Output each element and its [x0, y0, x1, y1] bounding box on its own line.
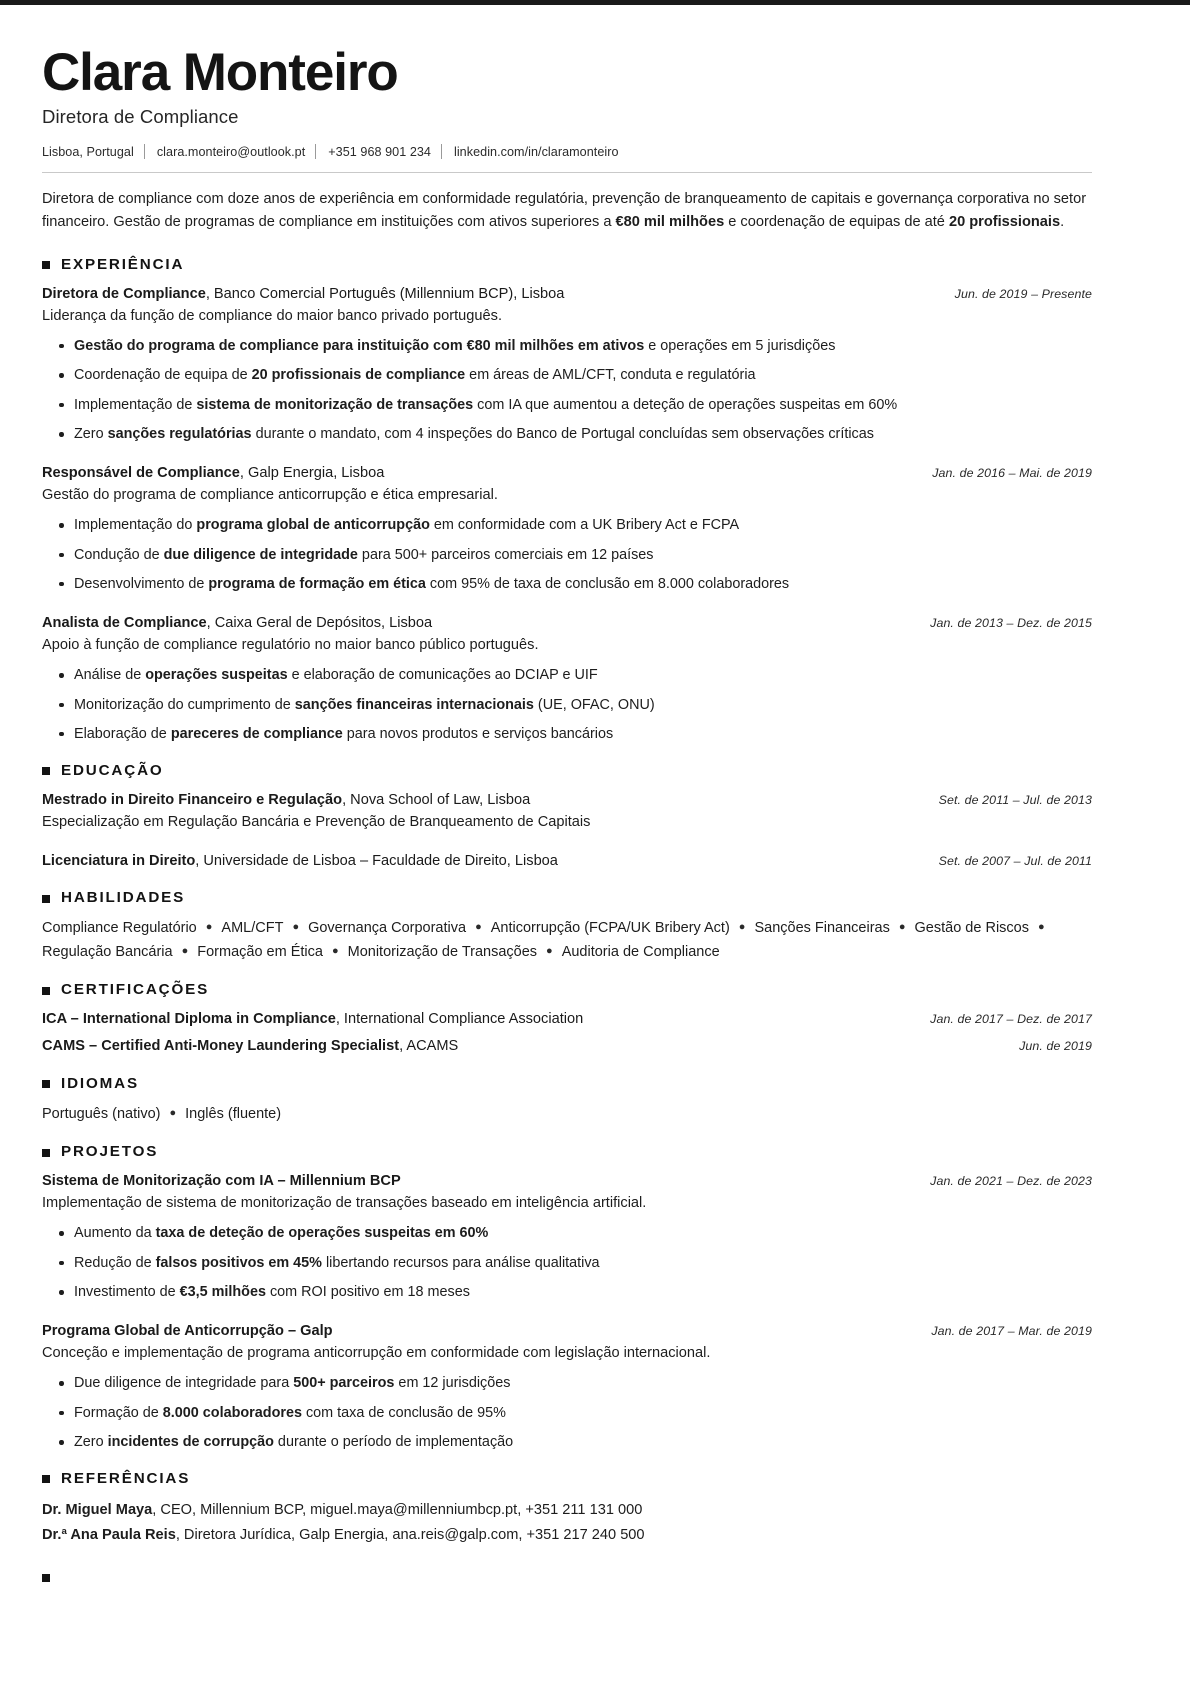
bullet-bold: 8.000 colaboradores: [162, 1404, 302, 1421]
entry-header-row: [42, 1036, 1092, 1057]
contact-location: Lisboa, Portugal: [42, 144, 134, 159]
summary-text-1: Diretora de compliance com doze anos de experiência em conformidade regulatória, prevenção de branqueamento de capitais e governança corporativa no setor financeiro. Gestão de programas de compliance em instituições com ativos superiores a: [42, 191, 1087, 230]
bullet-bold: programa global de anticorrupção: [196, 517, 430, 534]
bullet-text: Formação de: [74, 1404, 163, 1421]
job-bullet-list: [42, 336, 1092, 445]
bullet-bold: Gestão do programa de compliance para instituição com €80 mil milhões em ativos: [74, 337, 645, 354]
square-bullet-icon: [42, 987, 50, 995]
section-heading-label: HABILIDADES: [61, 889, 186, 907]
certification-date: Jun. de 2019: [1019, 1039, 1092, 1054]
education-entry: [42, 851, 1092, 872]
bullet-bold: taxa de deteção de operações suspeitas em 60%: [155, 1225, 489, 1242]
reference-name: Dr. Miguel Maya: [42, 1501, 153, 1518]
entry-header-row: [42, 1009, 1092, 1030]
section-heading-label: CERTIFICAÇÕES: [61, 981, 210, 999]
entry-title: [42, 1171, 401, 1192]
certification-date: Jan. de 2017 – Dez. de 2017: [930, 1012, 1092, 1027]
skill-item: Auditoria de Compliance: [561, 943, 720, 960]
bullet-text: para 500+ parceiros comerciais em 12 países: [357, 546, 654, 563]
list-item: [74, 395, 1092, 416]
project-entry: [42, 1321, 1092, 1453]
bullet-text: e elaboração de comunicações ao DCIAP e UIF: [287, 667, 598, 684]
entry-title: [42, 790, 530, 811]
reference-item: [42, 1523, 1092, 1548]
top-accent-bar: [0, 0, 1190, 5]
entry-title: [42, 284, 564, 305]
bullet-text: em conformidade com a UK Bribery Act e FCPA: [429, 517, 740, 534]
list-item: [74, 365, 1092, 386]
bullet-text: com IA que aumentou a deteção de operações suspeitas em 60%: [473, 396, 898, 413]
bullet-bold: operações suspeitas: [145, 667, 288, 684]
job-description: Gestão do programa de compliance anticorrupção e ética empresarial.: [42, 487, 498, 504]
bullet-text: em áreas de AML/CFT, conduta e regulatória: [465, 367, 756, 384]
bullet-bold: sistema de monitorização de transações: [196, 396, 474, 413]
section-experience: [42, 256, 1092, 745]
experience-entry: [42, 284, 1092, 445]
skill-item: Governança Corporativa: [308, 920, 467, 937]
separator-dot-icon: ●: [1037, 921, 1045, 934]
bullet-bold: 500+ parceiros: [293, 1375, 395, 1392]
separator-dot-icon: ●: [181, 944, 189, 957]
skill-item: Gestão de Riscos: [914, 920, 1029, 937]
contact-divider: [144, 144, 145, 159]
bullet-text: libertando recursos para análise qualitativa: [321, 1254, 600, 1271]
list-item: [74, 1432, 1092, 1453]
section-heading-references: [42, 1470, 1092, 1487]
certification-name: CAMS – Certified Anti-Money Laundering Specialist: [42, 1038, 400, 1055]
square-bullet-icon: [42, 1475, 50, 1483]
bullet-bold: pareceres de compliance: [170, 725, 343, 742]
square-bullet-icon: [42, 1080, 50, 1088]
separator-dot-icon: ●: [331, 944, 339, 957]
section-certifications: [42, 981, 1092, 1057]
section-heading-skills: [42, 889, 1092, 906]
job-role: Diretora de Compliance: [42, 285, 206, 302]
project-entry: [42, 1171, 1092, 1303]
list-item: [74, 424, 1092, 445]
section-heading-experience: [42, 256, 1092, 273]
certification-name: ICA – International Diploma in Compliance: [42, 1011, 336, 1028]
certification-entry: [42, 1036, 1092, 1057]
skill-item: Compliance Regulatório: [42, 920, 197, 937]
entry-header-row: [42, 851, 1092, 872]
reference-details: , CEO, Millennium BCP, miguel.maya@millenniumbcp.pt, +351 211 131 000: [152, 1501, 643, 1518]
entry-header-row: [42, 284, 1092, 305]
school-name: , Universidade de Lisboa – Faculdade de Direito, Lisboa: [195, 853, 558, 870]
language-item: Português (nativo): [42, 1105, 161, 1122]
skill-item: Monitorização de Transações: [347, 943, 538, 960]
list-item: [74, 665, 1092, 686]
education-date: Set. de 2011 – Jul. de 2013: [938, 792, 1092, 807]
bullet-text: Zero: [74, 426, 108, 443]
entry-title: [42, 1321, 333, 1342]
bullet-bold: programa de formação em ética: [208, 575, 426, 592]
job-bullet-list: [42, 515, 1092, 595]
school-name: , Nova School of Law, Lisboa: [342, 791, 531, 808]
education-entry: [42, 790, 1092, 833]
entry-header-row: [42, 790, 1092, 811]
project-bullet-list: [42, 1373, 1092, 1453]
contact-phone[interactable]: +351 968 901 234: [328, 144, 431, 159]
resume-header: [42, 43, 1092, 172]
square-bullet-icon: [42, 261, 50, 269]
experience-entry: [42, 613, 1092, 745]
bullet-bold: falsos positivos em 45%: [155, 1254, 322, 1271]
skill-item: AML/CFT: [221, 920, 284, 937]
contact-divider: [441, 144, 442, 159]
bullet-bold: €3,5 milhões: [179, 1284, 266, 1301]
bullet-bold: 20 profissionais de compliance: [251, 367, 466, 384]
list-item: [74, 724, 1092, 745]
list-item: [74, 545, 1092, 566]
bullet-text: Implementação de: [74, 396, 197, 413]
entry-title: [42, 613, 432, 634]
bullet-text: em 12 jurisdições: [394, 1375, 511, 1392]
skill-item: Anticorrupção (FCPA/UK Bribery Act): [490, 920, 730, 937]
square-bullet-icon: [42, 1149, 50, 1157]
bullet-text: durante o período de implementação: [273, 1434, 514, 1450]
section-heading-projects: [42, 1143, 1092, 1160]
separator-dot-icon: ●: [205, 921, 213, 934]
job-description: Liderança da função de compliance do maior banco privado português.: [42, 307, 503, 324]
summary-highlight-assets: €80 mil milhões: [615, 213, 725, 230]
section-skills: [42, 889, 1092, 964]
skills-list: [42, 917, 1092, 964]
section-heading-languages: [42, 1075, 1092, 1092]
language-item: Inglês (fluente): [185, 1105, 282, 1122]
bullet-text: durante o mandato, com 4 inspeções do Banco de Portugal concluídas sem observações críticas: [251, 426, 874, 443]
bullet-text: (UE, OFAC, ONU): [533, 696, 655, 713]
bullet-text: Elaboração de: [74, 725, 171, 742]
bullet-text: Coordenação de equipa de: [74, 367, 252, 384]
bullet-bold: incidentes de corrupção: [107, 1434, 274, 1450]
list-item: [74, 1282, 1092, 1303]
job-bullet-list: [42, 665, 1092, 745]
certification-entry: [42, 1009, 1092, 1030]
list-item: [74, 1403, 1092, 1424]
job-date: Jan. de 2016 – Mai. de 2019: [932, 465, 1092, 480]
list-item: [74, 1253, 1092, 1274]
header-divider: [42, 172, 1092, 173]
bullet-text: com taxa de conclusão de 95%: [301, 1404, 506, 1421]
skill-item: Sanções Financeiras: [754, 920, 890, 937]
job-company: , Banco Comercial Português (Millennium BCP), Lisboa: [205, 285, 565, 302]
section-heading-education: [42, 762, 1092, 779]
separator-dot-icon: ●: [546, 944, 553, 957]
certification-issuer: , ACAMS: [399, 1038, 459, 1055]
project-date: Jan. de 2021 – Dez. de 2023: [930, 1174, 1092, 1188]
summary-highlight-team: 20 profissionais: [948, 213, 1061, 230]
section-heading-label: PROJETOS: [61, 1143, 159, 1160]
bullet-text: Condução de: [74, 546, 164, 563]
list-item: [74, 1223, 1092, 1244]
list-item: [74, 574, 1092, 595]
bullet-text: Investimento de: [74, 1284, 180, 1301]
project-bullet-list: [42, 1223, 1092, 1303]
bullet-text: Redução de: [74, 1254, 156, 1271]
project-description: Implementação de sistema de monitorização de transações baseado em inteligência artificial.: [42, 1195, 647, 1212]
education-description: Especialização em Regulação Bancária e Prevenção de Branqueamento de Capitais: [42, 813, 591, 830]
project-name: Programa Global de Anticorrupção – Galp: [42, 1322, 333, 1339]
bullet-text: com ROI positivo em 18 meses: [265, 1284, 470, 1301]
skill-item: Formação em Ética: [197, 943, 323, 960]
candidate-name: Clara Monteiro: [42, 43, 398, 102]
section-heading-label: EDUCAÇÃO: [61, 761, 164, 779]
job-date: Jan. de 2013 – Dez. de 2015: [930, 615, 1092, 630]
bullet-text: Aumento da: [74, 1225, 156, 1242]
square-bullet-icon: [42, 767, 50, 775]
bullet-text: Análise de: [74, 667, 146, 684]
reference-details: , Diretora Jurídica, Galp Energia, ana.reis@galp.com, +351 217 240 500: [175, 1526, 645, 1543]
bullet-text: Monitorização do cumprimento de: [74, 696, 295, 713]
project-name: Sistema de Monitorização com IA – Millennium BCP: [42, 1173, 401, 1189]
degree-name: Mestrado in Direito Financeiro e Regulação: [42, 791, 343, 808]
job-role: Analista de Compliance: [42, 614, 207, 631]
section-heading-label: REFERÊNCIAS: [61, 1469, 191, 1487]
entry-title: [42, 851, 558, 872]
entry-header-row: [42, 1321, 1092, 1342]
job-role: Responsável de Compliance: [42, 464, 240, 481]
job-description: Apoio à função de compliance regulatório no maior banco público português.: [42, 636, 539, 653]
certification-issuer: , International Compliance Association: [335, 1011, 584, 1028]
section-heading-label: EXPERIÊNCIA: [61, 255, 185, 273]
list-item: [74, 515, 1092, 536]
job-date: Jun. de 2019 – Presente: [954, 286, 1092, 301]
square-bullet-icon-trailing: [42, 1574, 50, 1582]
summary-text-3: .: [1060, 213, 1065, 230]
bullet-text: e operações em 5 jurisdições: [644, 337, 836, 354]
entry-header-row: [42, 463, 1092, 484]
professional-summary: [42, 188, 1092, 234]
experience-entry: [42, 463, 1092, 595]
list-item: [74, 1373, 1092, 1394]
entry-title: [42, 463, 384, 484]
square-bullet-icon: [42, 895, 50, 903]
summary-text-2: e coordenação de equipas de até: [724, 213, 949, 230]
bullet-text: Desenvolvimento de: [74, 575, 209, 592]
job-company: , Galp Energia, Lisboa: [239, 464, 385, 481]
education-date: Set. de 2007 – Jul. de 2011: [938, 854, 1092, 869]
bullet-text: para novos produtos e serviços bancários: [342, 725, 614, 742]
separator-dot-icon: ●: [292, 921, 300, 934]
separator-dot-icon: ●: [169, 1106, 177, 1119]
section-projects: [42, 1143, 1092, 1453]
section-references: [42, 1470, 1092, 1548]
contact-linkedin[interactable]: linkedin.com/in/claramonteiro: [453, 144, 619, 159]
contact-email[interactable]: clara.monteiro@outlook.pt: [156, 144, 306, 159]
bullet-text: Implementação do: [74, 517, 197, 534]
project-date: Jan. de 2017 – Mar. de 2019: [931, 1323, 1092, 1338]
bullet-bold: sanções regulatórias: [107, 426, 252, 443]
separator-dot-icon: ●: [898, 921, 906, 934]
reference-item: [42, 1498, 1092, 1523]
bullet-text: com 95% de taxa de conclusão em 8.000 colaboradores: [425, 575, 790, 592]
job-company: , Caixa Geral de Depósitos, Lisboa: [206, 614, 433, 631]
bullet-text: Due diligence de integridade para: [74, 1375, 294, 1392]
separator-dot-icon: ●: [738, 921, 746, 934]
section-heading-label: IDIOMAS: [61, 1074, 139, 1092]
separator-dot-icon: ●: [475, 921, 482, 934]
entry-header-row: [42, 613, 1092, 634]
degree-name: Licenciatura in Direito: [42, 853, 196, 870]
bullet-text: Zero: [74, 1434, 108, 1450]
list-item: [74, 695, 1092, 716]
entry-title: [42, 1036, 458, 1057]
section-languages: [42, 1075, 1092, 1126]
contact-bar: [42, 144, 1092, 172]
list-item: [74, 336, 1092, 357]
section-heading-certifications: [42, 981, 1092, 998]
candidate-headline: Diretora de Compliance: [42, 106, 239, 128]
entry-title: [42, 1009, 583, 1030]
skill-item: Regulação Bancária: [42, 943, 173, 960]
section-education: [42, 762, 1092, 872]
project-description: Conceção e implementação de programa anticorrupção em conformidade com legislação internacional.: [42, 1345, 711, 1362]
contact-divider: [315, 144, 316, 159]
reference-name: Dr.ª Ana Paula Reis: [42, 1526, 176, 1543]
entry-header-row: [42, 1171, 1092, 1192]
bullet-bold: due diligence de integridade: [163, 546, 358, 563]
languages-list: [42, 1103, 1092, 1126]
bullet-bold: sanções financeiras internacionais: [294, 696, 534, 713]
